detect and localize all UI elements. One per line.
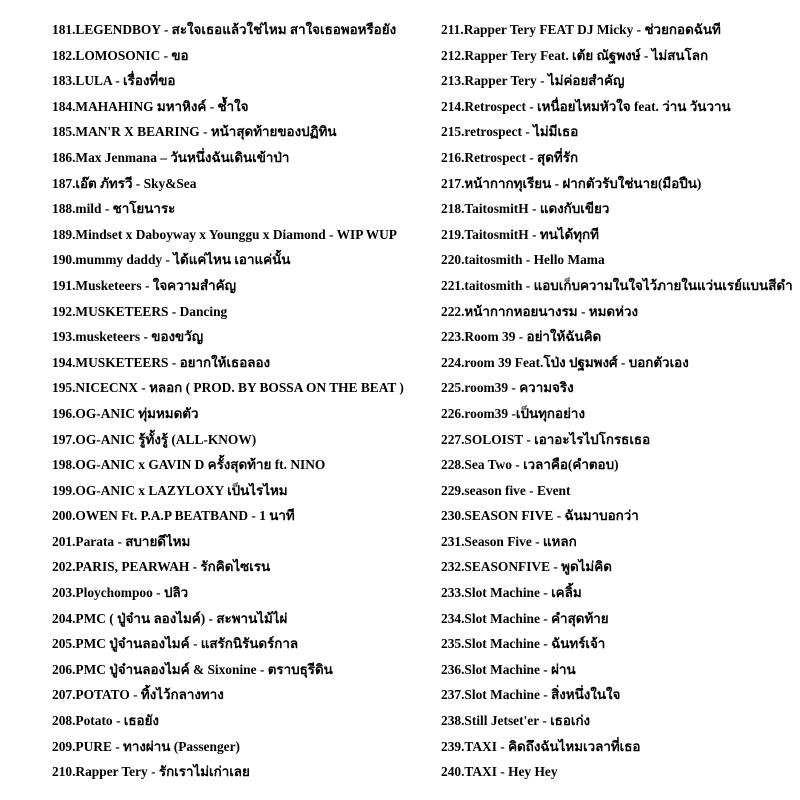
song-entry: 222.หน้ากากหอยนางรม - หมดห่วง — [441, 303, 639, 319]
song-entry: 221.taitosmith - แอบเก็บความในใจไว้ภายในแว่นเรย์แบนสีดำ — [441, 277, 793, 293]
song-entry: 188.mild - ชาโยนาระ — [52, 201, 176, 217]
song-entry: 226.room39 -เป็นทุกอย่าง — [441, 405, 585, 421]
song-entry: 206.PMC ปู่จ๋านลองไมค์ & Sixonine - ตราบธุรีดิน — [52, 661, 333, 677]
song-entry: 192.MUSKETEERS - Dancing — [52, 303, 228, 319]
song-entry: 240.TAXI - Hey Hey — [441, 764, 558, 780]
song-entry: 223.Room 39 - อย่าให้ฉันคิด — [441, 329, 602, 345]
song-entry: 225.room39 - ความจริง — [441, 380, 574, 396]
song-entry: 191.Musketeers - ใจความสำคัญ — [52, 277, 237, 293]
song-entry: 210.Rapper Tery - รักเราไม่เก่าเลย — [52, 764, 250, 780]
song-entry: 207.POTATO - ทิ้งไว้กลางทาง — [52, 687, 224, 703]
song-entry: 186.Max Jenmana – วันหนึ่งฉันเดินเข้าป่า — [52, 149, 290, 165]
song-entry: 232.SEASONFIVE - พูดไม่คิด — [441, 559, 612, 575]
song-entry: 193.musketeers - ของขวัญ — [52, 329, 204, 345]
song-entry: 233.Slot Machine - เคลิ้ม — [441, 585, 582, 601]
song-entry: 217.หน้ากากทุเรียน - ฝากตัวรับใช่นาย(มือปืน) — [441, 175, 702, 191]
song-entry: 219.TaitosmitH - ทนได้ทุกที — [441, 226, 599, 242]
song-entry: 203.Ploychompoo - ปลิว — [52, 585, 189, 601]
song-entry: 209.PURE - ทางผ่าน (Passenger) — [52, 738, 240, 754]
song-entry: 215.retrospect - ไม่มีเธอ — [441, 124, 579, 140]
song-entry: 220.taitosmith - Hello Mama — [441, 252, 605, 268]
song-entry: 238.Still Jetset'er - เธอเก่ง — [441, 713, 591, 729]
song-entry: 187.เอ๊ต ภัทรวี - Sky&Sea — [52, 175, 197, 191]
song-entry: 202.PARIS, PEARWAH - รักคิดไซเรน — [52, 559, 271, 575]
song-entry: 239.TAXI - คิดถึงฉันไหมเวลาที่เธอ — [441, 738, 641, 754]
song-entry: 237.Slot Machine - สิ่งหนึ่งในใจ — [441, 687, 621, 703]
song-entry: 194.MUSKETEERS - อยากให้เธอลอง — [52, 354, 271, 370]
song-entry: 234.Slot Machine - คำสุดท้าย — [441, 610, 609, 626]
song-entry: 197.OG-ANIC รู้ทั้งรู้ (ALL-KNOW) — [52, 431, 257, 447]
song-entry: 235.Slot Machine - ฉันทร์เจ้า — [441, 636, 606, 652]
song-entry: 236.Slot Machine - ผ่าน — [441, 661, 576, 677]
song-entry: 185.MAN'R X BEARING - หน้าสุดท้ายของปฏิทิน — [52, 124, 337, 140]
song-entry: 231.Season Five - แหลก — [441, 533, 577, 549]
song-entry: 214.Retrospect - เหนื่อยไหมหัวใจ feat. ว่าน วันวาน — [441, 98, 731, 114]
song-entry: 205.PMC ปู่จ๋านลองไมค์ - แสรักนิรันดร์กาล — [52, 636, 299, 652]
song-entry: 218.TaitosmitH - แดงกับเขียว — [441, 201, 610, 217]
song-entry: 198.OG-ANIC x GAVIN D ครั้งสุดท้าย ft. NINO — [52, 457, 326, 473]
song-entry: 230.SEASON FIVE - ฉันมาบอกว่า — [441, 508, 639, 524]
song-entry: 189.Mindset x Daboyway x Younggu x Diamond - WIP WUP — [52, 226, 397, 242]
song-entry: 195.NICECNX - หลอก ( PROD. BY BOSSA ON THE BEAT ) — [52, 380, 404, 396]
song-entry: 190.mummy daddy - ได้แค่ไหน เอาแค่นั้น — [52, 252, 291, 268]
song-entry: 184.MAHAHING มหาหิงค์ - ช้ำใจ — [52, 98, 249, 114]
song-entry: 182.LOMOSONIC - ขอ — [52, 47, 189, 63]
song-entry: 183.LULA - เรื่องที่ขอ — [52, 73, 176, 89]
song-entry: 213.Rapper Tery - ไม่ค่อยสำคัญ — [441, 73, 625, 89]
song-entry: 228.Sea Two - เวลาคือ(คำตอบ) — [441, 457, 619, 473]
song-entry: 224.room 39 Feat.โป่ง ปฐมพงศ์ - บอกตัวเอง — [441, 354, 689, 370]
song-entry: 216.Retrospect - สุดที่รัก — [441, 149, 579, 165]
song-list-left-column — [52, 17, 422, 785]
song-entry: 229.season five - Event — [441, 482, 571, 498]
song-entry: 200.OWEN Ft. P.A.P BEATBAND - 1 นาที — [52, 508, 295, 524]
song-entry: 196.OG-ANIC ทุ่มหมดตัว — [52, 405, 199, 421]
song-entry: 211.Rapper Tery FEAT DJ Micky - ช่วยกอดฉันที — [441, 22, 721, 37]
song-entry: 208.Potato - เธอยัง — [52, 713, 159, 729]
song-entry: 181.LEGENDBOY - สะใจเธอแล้วใช่ไหม สาใจเธอพอหรือยัง — [52, 22, 397, 37]
song-entry: 212.Rapper Tery Feat. เต้ย ณัฐพงษ์ - ไม่สนโลก — [441, 47, 709, 63]
song-entry: 204.PMC ( ปู่จ๋าน ลองไมค์) - สะพานไม้ไผ่ — [52, 610, 288, 626]
song-entry: 199.OG-ANIC x LAZYLOXY เป็นไรไหม — [52, 482, 288, 498]
song-list-right-column — [441, 17, 797, 785]
song-entry: 201.Parata - สบายดีไหม — [52, 533, 191, 549]
song-entry: 227.SOLOIST - เอาอะไรไปโกรธเธอ — [441, 431, 651, 447]
